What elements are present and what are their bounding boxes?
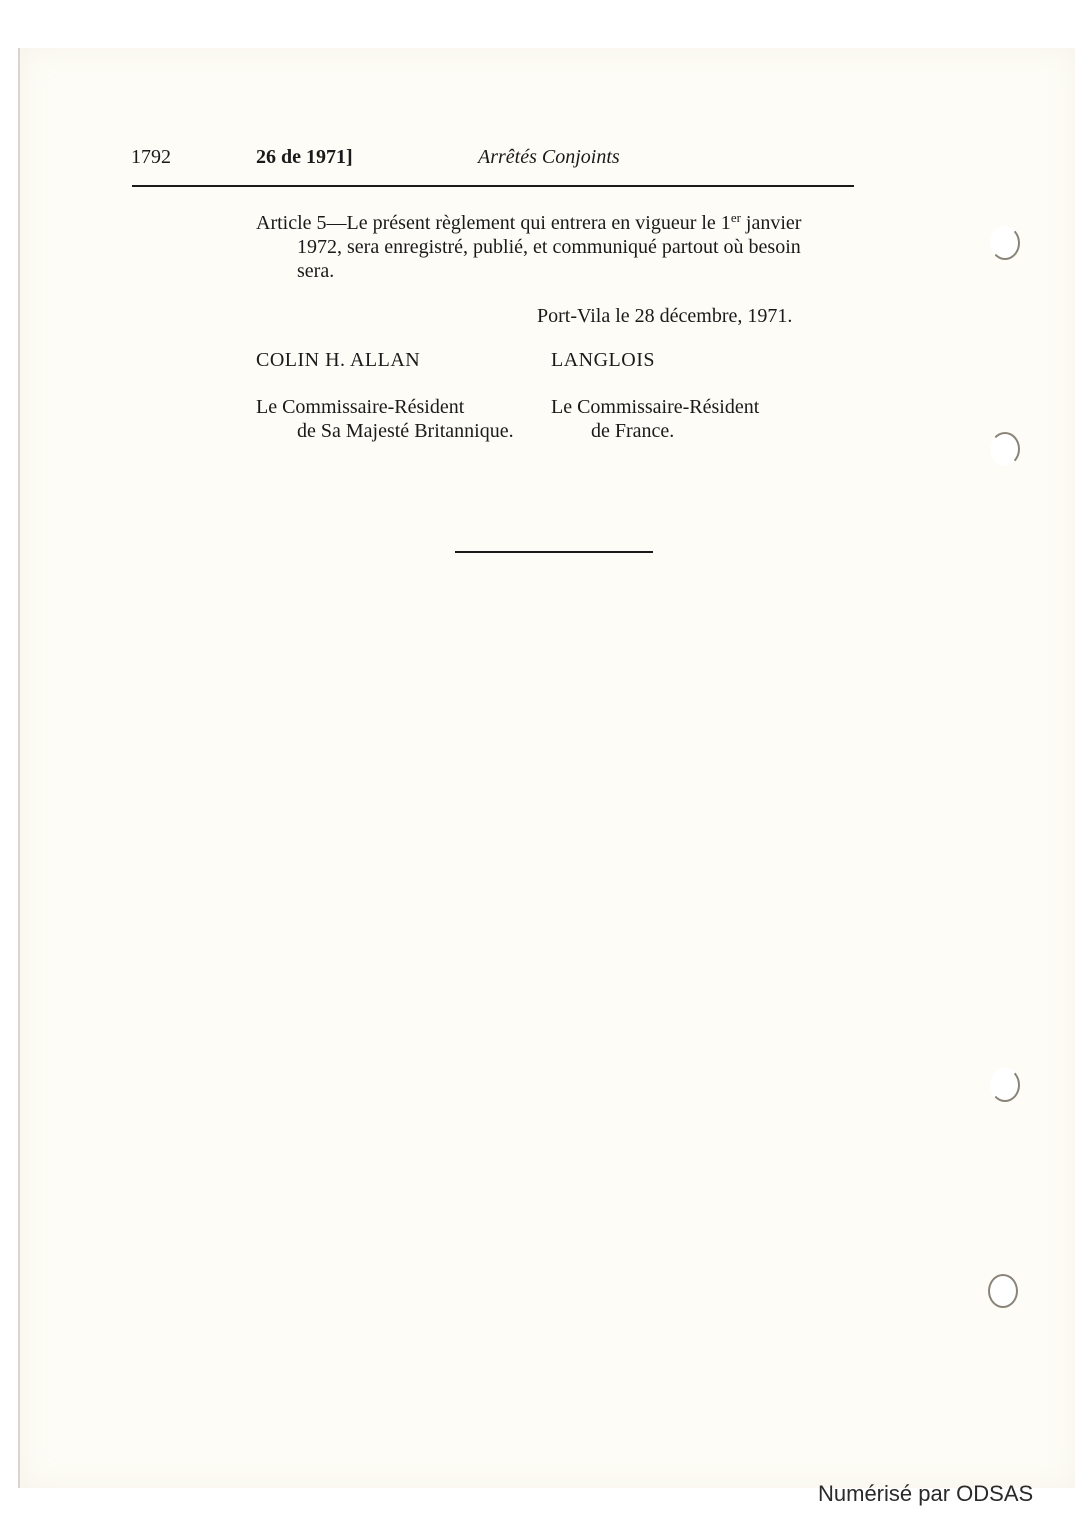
digitization-watermark: Numérisé par ODSAS bbox=[818, 1481, 1034, 1506]
end-rule bbox=[455, 551, 653, 553]
ordinal-superscript: er bbox=[730, 210, 741, 225]
page-number: 1792 bbox=[131, 146, 171, 168]
signatory-right-title: Le Commissaire-Résident bbox=[551, 396, 760, 418]
signatory-left-title: Le Commissaire-Résident bbox=[256, 396, 465, 418]
header-rule bbox=[132, 185, 854, 187]
signatory-right-title-2: de France. bbox=[591, 420, 675, 442]
place-and-date: Port-Vila le 28 décembre, 1971. bbox=[537, 305, 793, 327]
signatory-left-title-2: de Sa Majesté Britannique. bbox=[297, 420, 514, 442]
article-line-1: Article 5—Le présent règlement qui entrera en vigueur le 1er janvier bbox=[256, 210, 802, 234]
punch-hole bbox=[990, 432, 1020, 466]
article-5 bbox=[256, 211, 856, 283]
punch-hole bbox=[990, 226, 1020, 260]
article-line-3: sera. bbox=[297, 260, 335, 282]
section-reference: 26 de 1971] bbox=[256, 146, 353, 168]
punch-hole bbox=[990, 1068, 1020, 1102]
signatory-right-name: LANGLOIS bbox=[551, 349, 655, 371]
signatory-left-name: COLIN H. ALLAN bbox=[256, 349, 421, 371]
punch-hole bbox=[988, 1274, 1018, 1308]
running-title: Arrêtés Conjoints bbox=[478, 146, 620, 168]
article-line-2: 1972, sera enregistré, publié, et communiqué partout où besoin bbox=[297, 236, 801, 258]
